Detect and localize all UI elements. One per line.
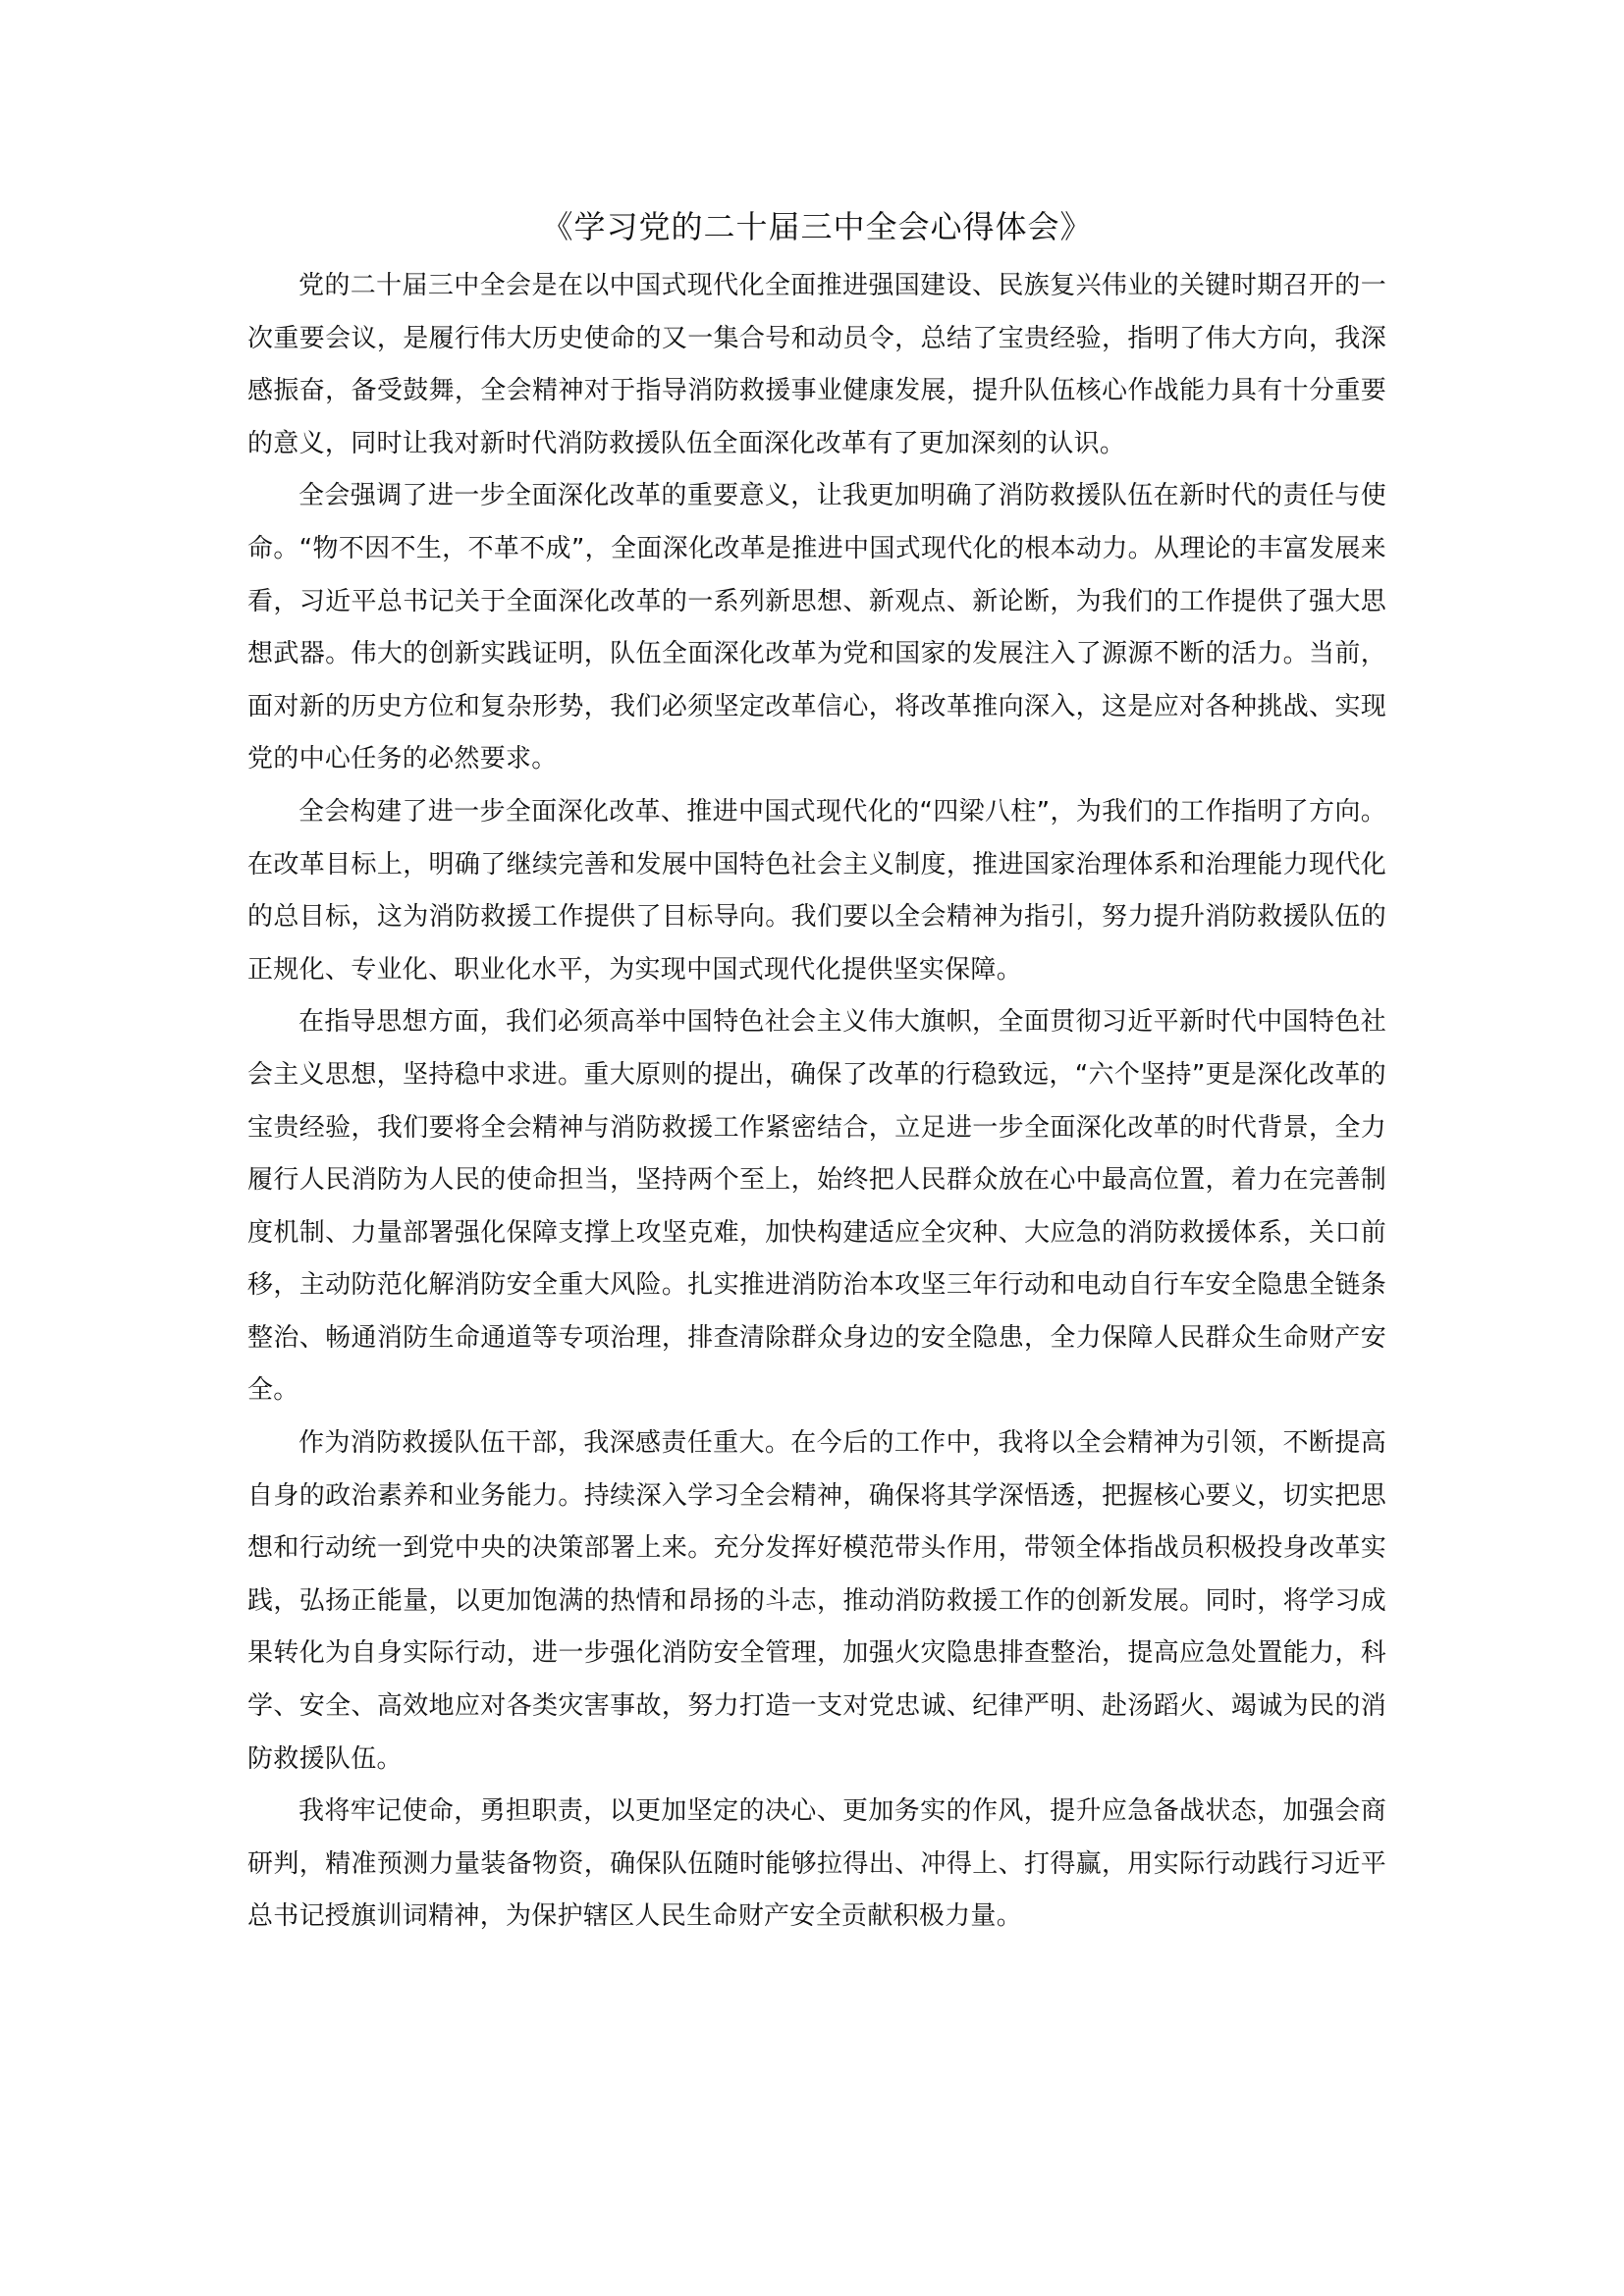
paragraph-5: 作为消防救援队伍干部，我深感责任重大。在今后的工作中，我将以全会精神为引领，不断提高自身的政治素养和业务能力。持续深入学习全会精神，确保将其学深悟透，把握核心要义，切实把思想和行动统一到党中央的决策部署上来。充分发挥好模范带头作用，带领全体指战员积极投身改革实践，弘扬正能量，以更加饱满的热情和昂扬的斗志，推动消防救援工作的创新发展。同时，将学习成果转化为自身实际行动，进一步强化消防安全管理，加强火灾隐患排查整治，提高应急处置能力，科学、安全、高效地应对各类灾害事故，努力打造一支对党忠诚、纪律严明、赴汤蹈火、竭诚为民的消防救援队伍。 (247, 1428, 1386, 1774)
paragraph-4: 在指导思想方面，我们必须高举中国特色社会主义伟大旗帜，全面贯彻习近平新时代中国特色社会主义思想，坚持稳中求进。重大原则的提出，确保了改革的行稳致远，“六个坚持”更是深化改革的宝贵经验，我们要将全会精神与消防救援工作紧密结合，立足进一步全面深化改革的时代背景，全力履行人民消防为人民的使命担当，坚持两个至上，始终把人民群众放在心中最高位置，着力在完善制度机制、力量部署强化保障支撑上攻坚克难，加快构建适应全灾种、大应急的消防救援体系，关口前移，主动防范化解消防安全重大风险。扎实推进消防治本攻坚三年行动和电动自行车安全隐患全链条整治、畅通消防生命通道等专项治理，排查清除群众身边的安全隐患，全力保障人民群众生命财产安全。 (247, 1007, 1386, 1406)
document-title: 《学习党的二十届三中全会心得体会》 (541, 208, 1093, 245)
paragraph-2: 全会强调了进一步全面深化改革的重要意义，让我更加明确了消防救援队伍在新时代的责任与使命。“物不因不生，不革不成”，全面深化改革是推进中国式现代化的根本动力。从理论的丰富发展来看，习近平总书记关于全面深化改革的一系列新思想、新观点、新论断，为我们的工作提供了强大思想武器。伟大的创新实践证明，队伍全面深化改革为党和国家的发展注入了源源不断的活力。当前，面对新的历史方位和复杂形势，我们必须坚定改革信心，将改革推向深入，这是应对各种挑战、实现党的中心任务的必然要求。 (247, 481, 1386, 774)
paragraph-1: 党的二十届三中全会是在以中国式现代化全面推进强国建设、民族复兴伟业的关键时期召开的一次重要会议，是履行伟大历史使命的又一集合号和动员令，总结了宝贵经验，指明了伟大方向，我深感振奋，备受鼓舞，全会精神对于指导消防救援事业健康发展，提升队伍核心作战能力具有十分重要的意义，同时让我对新时代消防救援队伍全面深化改革有了更加深刻的认识。 (247, 271, 1386, 458)
paragraph-3: 全会构建了进一步全面深化改革、推进中国式现代化的“四梁八柱”，为我们的工作指明了方向。在改革目标上，明确了继续完善和发展中国特色社会主义制度，推进国家治理体系和治理能力现代化的总目标，这为消防救援工作提供了目标导向。我们要以全会精神为指引，努力提升消防救援队伍的正规化、专业化、职业化水平，为实现中国式现代化提供坚实保障。 (247, 796, 1386, 985)
document-body (247, 199, 1386, 1944)
paragraph-6: 我将牢记使命，勇担职责，以更加坚定的决心、更加务实的作风，提升应急备战状态，加强会商研判，精准预测力量装备物资，确保队伍随时能够拉得出、冲得上、打得赢，用实际行动践行习近平总书记授旗训词精神，为保护辖区人民生命财产安全贡献积极力量。 (247, 1796, 1386, 1932)
